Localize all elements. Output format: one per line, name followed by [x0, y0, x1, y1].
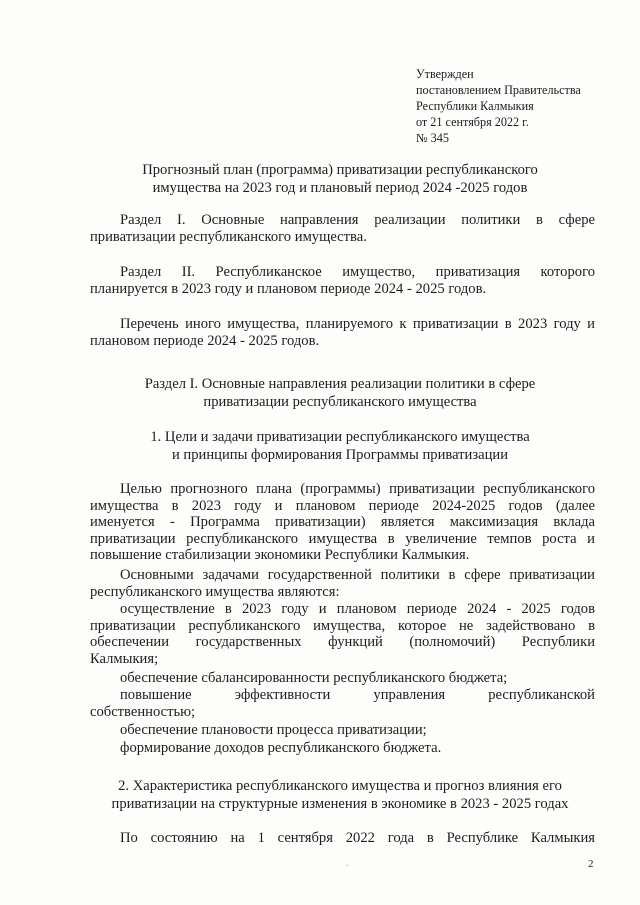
task-item-privatization: [90, 601, 595, 667]
text-line: осуществление в 2023 году и плановом периоде 2024 - 2025 годов: [120, 601, 595, 617]
toc-item-section-1: [90, 212, 595, 245]
toc-line: планируется в 2023 году и плановом периоде 2024 - 2025 годов.: [90, 280, 487, 297]
tasks-intro-paragraph: [90, 567, 595, 600]
text-line: повышение стабилизации экономики Республики Калмыкия.: [90, 547, 470, 564]
approval-line: Утвержден: [416, 67, 474, 81]
title-line: имущества на 2023 год и плановый период 2024 -2025 годов: [152, 180, 528, 196]
text-line: обеспечение плановости процесса приватизации;: [120, 722, 427, 738]
toc-line: плановом периоде 2024 - 2025 годов.: [90, 332, 320, 349]
toc-line: Перечень иного имущества, планируемого к приватизации в 2023 году и: [120, 316, 595, 332]
heading-line: приватизации на структурные изменения в экономике в 2023 - 2025 годах: [111, 796, 569, 812]
task-item-efficiency: [90, 687, 595, 720]
heading-line: приватизации республиканского имущества: [203, 394, 477, 410]
toc-line: приватизации республиканского имущества.: [90, 228, 367, 245]
goal-paragraph: [90, 481, 595, 564]
task-item-budget-balance: [90, 670, 595, 687]
text-line: имущества в 2023 году и плановом периоде 2024-2025 годов (далее: [90, 497, 595, 514]
scan-dot: .: [346, 858, 349, 869]
page-number: 2: [588, 858, 594, 870]
text-line: По состоянию на 1 сентября 2022 года в Республике Калмыкия: [120, 830, 595, 846]
text-line: формирование доходов республиканского бюджета.: [120, 740, 442, 756]
approval-date: от 21 сентября 2022 г.: [416, 115, 529, 129]
heading-line: Раздел I. Основные направления реализации политики в сфере: [144, 376, 536, 392]
toc-item-other-property: [90, 316, 595, 349]
status-paragraph: [90, 830, 595, 847]
approval-number: № 345: [416, 131, 449, 145]
document-title: [80, 161, 600, 197]
text-line: приватизации республиканского имущества, которое не задействовано в: [90, 617, 595, 634]
toc-line: Раздел II. Республиканское имущество, приватизация которого: [120, 264, 595, 280]
toc-item-section-2: [90, 264, 595, 297]
text-line: собственностью;: [90, 703, 196, 720]
text-line: Целью прогнозного плана (программы) приватизации республиканского: [120, 481, 595, 497]
approval-line: постановлением Правительства: [416, 83, 581, 97]
task-item-revenue: [90, 740, 595, 757]
title-line: Прогнозный план (программа) приватизации республиканского: [142, 162, 538, 178]
subsection-1-heading: [80, 428, 600, 464]
text-line: обеспечение сбалансированности республиканского бюджета;: [120, 670, 508, 686]
text-line: республиканского имущества являются:: [90, 583, 340, 600]
toc-line: Раздел I. Основные направления реализации политики в сфере: [120, 212, 595, 228]
approval-stamp: [416, 66, 616, 146]
text-line: приватизации республиканского имущества в увеличение темпов роста и: [90, 530, 595, 547]
task-item-planning: [90, 722, 595, 739]
text-line: Основными задачами государственной политики в сфере приватизации: [120, 567, 595, 583]
text-line: повышение эффективности управления республиканской: [120, 687, 595, 703]
text-line: Калмыкия;: [90, 650, 159, 667]
subsection-2-heading: [80, 777, 600, 813]
heading-line: и принципы формирования Программы приватизации: [171, 447, 509, 463]
text-line: именуется - Программа приватизации) является максимизация вклада: [90, 514, 595, 531]
approval-line: Республики Калмыкия: [416, 99, 534, 113]
heading-line: 2. Характеристика республиканского имущества и прогноз влияния его: [118, 778, 562, 794]
text-line: обеспечении государственных функций (полномочий) Республики: [90, 634, 595, 651]
heading-line: 1. Цели и задачи приватизации республиканского имущества: [150, 429, 530, 445]
section-1-heading: [80, 375, 600, 411]
